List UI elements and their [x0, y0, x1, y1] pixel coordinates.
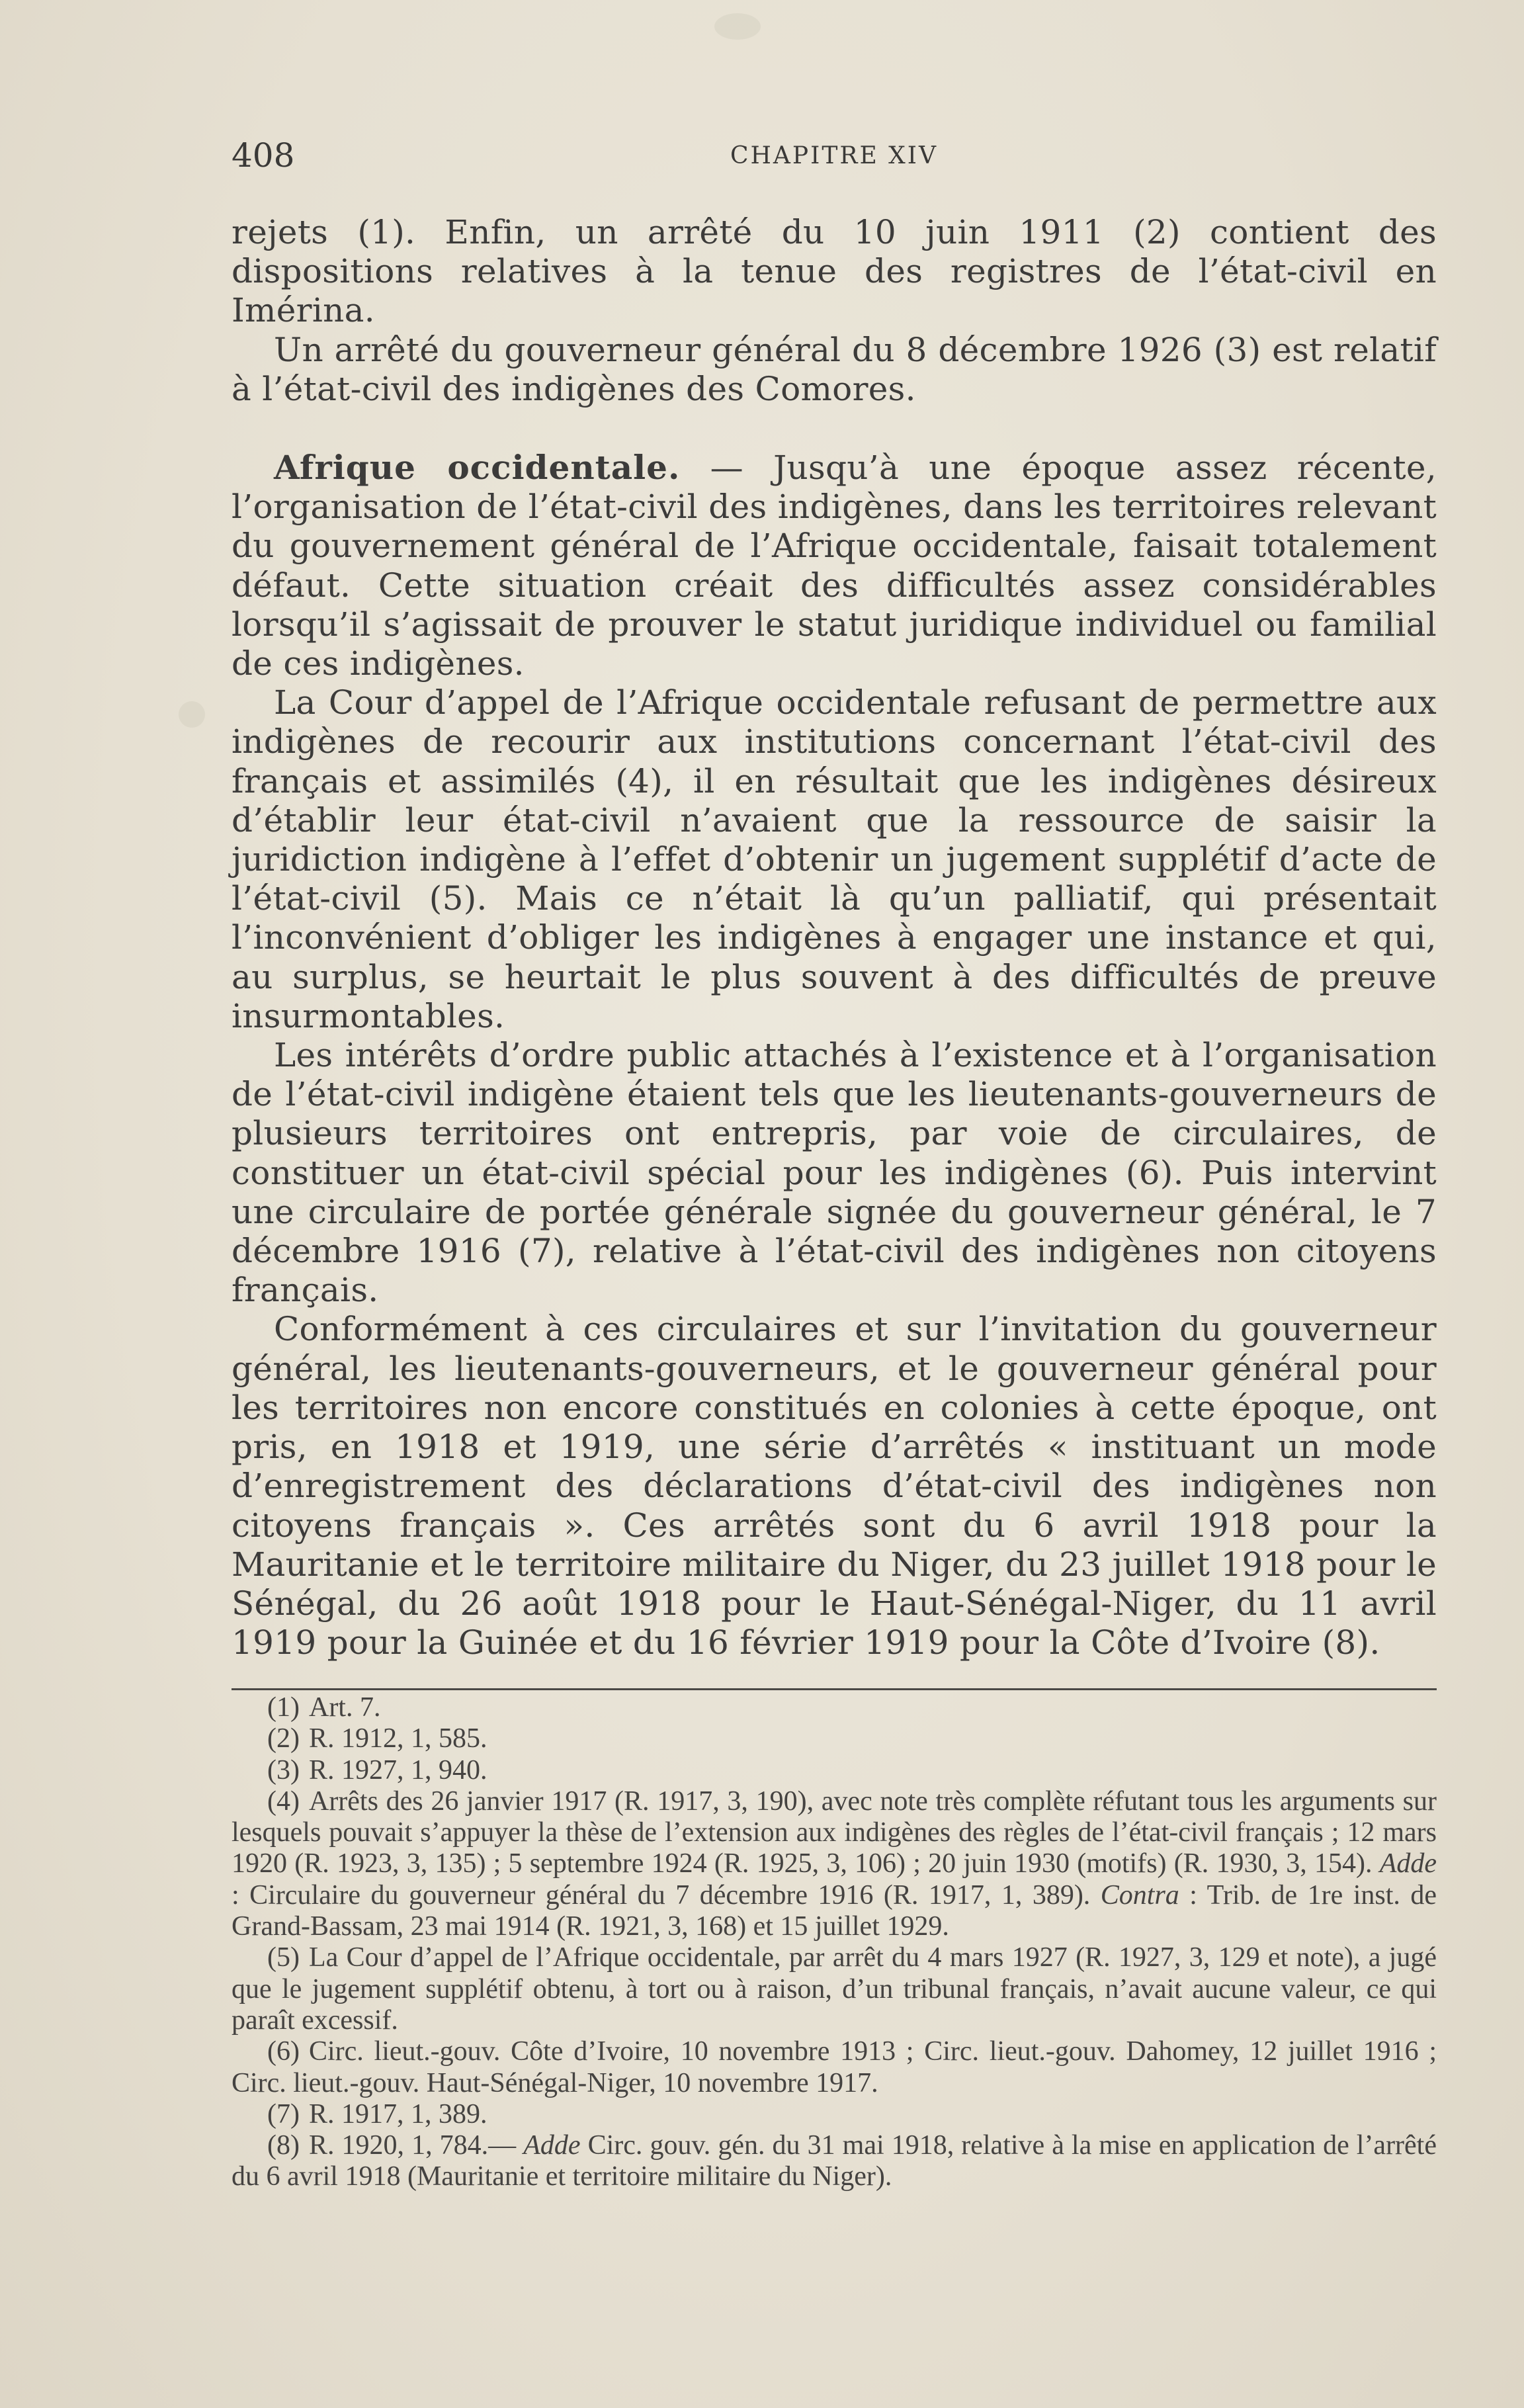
footnote	[232, 1692, 1437, 1723]
footnote-text: Arrêts des 26 janvier 1917 (R. 1917, 3, 190), avec note très complète réfutant tous les arguments sur lesquels pouvait s’appuyer la thèse de l’extension aux indigènes des règles de l’état-civil français ; 12 mars 1920 (R. 1923, 3, 135) ; 5 septembre 1924 (R. 1925, 3, 106) ; 20 juin 1930 (motifs) (R. 1930, 3, 154).	[232, 1785, 1437, 1879]
footnote-text: Circ. lieut.-gouv. Côte d’Ivoire, 10 novembre 1913 ; Circ. lieut.-gouv. Dahomey, 12 juillet 1916 ; Circ. lieut.-gouv. Haut-Sénégal-Niger, 10 novembre 1917.	[232, 2036, 1437, 2098]
footnote-number: (2)	[267, 1723, 300, 1754]
running-head: CHAPITRE XIV	[730, 142, 939, 169]
section-title: Afrique occidentale.	[274, 448, 681, 488]
footnote-text: La Cour d’appel de l’Afrique occidentale, par arrêt du 4 mars 1927 (R. 1927, 3, 129 et note), a jugé que le jugement supplétif obtenu, à tort ou à raison, d’un tribunal français, n’avait aucune valeur, ce qui paraît excessif.	[232, 1942, 1437, 2036]
main-text	[232, 213, 1437, 1662]
footnote-contra: Contra	[1100, 1879, 1179, 1911]
footnote-number: (6)	[267, 2036, 300, 2067]
page-number: 408	[232, 136, 295, 175]
paragraph: La Cour d’appel de l’Afrique occidentale refusant de permettre aux indigènes de recourir aux institutions concernant l’état-civil des français et assimilés (4), il en résultait que les indigènes désireux d’établir leur état-civil n’avaient que la ressource de saisir la juridiction indigène à l’effet d’obtenir un jugement supplétif d’acte de l’état-civil (5). Mais ce n’était là qu’un palliatif, qui présentait l’inconvénient d’obliger les indigènes à engager une instance et qui, au surplus, se heurtait le plus souvent à des difficultés de preuve insurmontables.	[232, 683, 1437, 1035]
paragraph: Conformément à ces circulaires et sur l’invitation du gouverneur général, les lieutenants-gouverneurs, et le gouverneur général pour les territoires non encore constitués en colonies à cette époque, ont pris, en 1918 et 1919, une série d’arrêtés « instituant un mode d’enregistrement des déclarations d’état-civil des indigènes non citoyens français ». Ces arrêtés sont du 6 avril 1918 pour la Mauritanie et le territoire militaire du Niger, du 23 juillet 1918 pour le Sénégal, du 26 août 1918 pour le Haut-Sénégal-Niger, du 11 avril 1919 pour la Guinée et du 16 février 1919 pour la Côte d’Ivoire (8).	[232, 1310, 1437, 1662]
paragraph: rejets (1). Enfin, un arrêté du 10 juin 1911 (2) contient des dispositions relatives à la tenue des registres de l’état-civil en Imérina.	[232, 213, 1437, 330]
footnote-text: Art. 7.	[308, 1692, 381, 1723]
footnote-text: R. 1912, 1, 585.	[308, 1723, 487, 1754]
footnote-text: : Circulaire du gouverneur général du 7 décembre 1916 (R. 1917, 1, 389).	[232, 1879, 1101, 1911]
footnote-number: (3)	[267, 1754, 300, 1785]
paper-stain	[179, 701, 205, 728]
footnote-separator	[232, 1688, 1437, 1690]
footnote-adde: Adde	[523, 2130, 581, 2161]
footnote-text: R. 1920, 1, 784.—	[308, 2130, 524, 2161]
footnote-number: (7)	[267, 2098, 300, 2129]
footnote-number: (1)	[267, 1692, 300, 1723]
paragraph-text: — Jusqu’à une époque assez récente, l’organisation de l’état-civil des indigènes, dans les territoires relevant du gouvernement général de l’Afrique occidentale, faisait totalement défaut. Cette situation créait des difficultés assez considérables lorsqu’il s’agissait de prouver le statut juridique individuel ou familial de ces indigènes.	[232, 449, 1437, 683]
footnote-text: Circ. gouv. gén. du 31 mai 1918, relative à la mise en application de l’arrêté du 6 avril 1918 (Mauritanie et territoire militaire du Niger).	[232, 2130, 1437, 2192]
footnotes	[232, 1692, 1437, 2193]
footnote-number: (8)	[267, 2130, 300, 2161]
footnote-number: (4)	[267, 1785, 300, 1817]
paragraph	[232, 448, 1437, 683]
footnote-text: R. 1917, 1, 389.	[308, 2098, 487, 2129]
footnote	[232, 1942, 1437, 2036]
paper-stain	[714, 13, 761, 40]
paragraph: Un arrêté du gouverneur général du 8 décembre 1926 (3) est relatif à l’état-civil des indigènes des Comores.	[232, 330, 1437, 408]
footnote-adde: Adde	[1379, 1848, 1437, 1879]
footnote-number: (5)	[267, 1942, 300, 1973]
paragraph: Les intérêts d’ordre public attachés à l’existence et à l’organisation de l’état-civil indigène étaient tels que les lieutenants-gouverneurs de plusieurs territoires ont entrepris, par voie de circulaires, de constituer un état-civil spécial pour les indigènes (6). Puis intervint une circulaire de portée générale signée du gouverneur général, le 7 décembre 1916 (7), relative à l’état-civil des indigènes non citoyens français.	[232, 1036, 1437, 1310]
footnote	[232, 2036, 1437, 2099]
footnote	[232, 1723, 1437, 1754]
page-header	[232, 136, 1437, 175]
footnote	[232, 2130, 1437, 2193]
footnote	[232, 1786, 1437, 1942]
footnote	[232, 1755, 1437, 1786]
footnote	[232, 2099, 1437, 2130]
footnote-text: : Trib. de 1re inst. de Grand-Bassam, 23 mai 1914 (R. 1921, 3, 168) et 15 juillet 1929.	[232, 1879, 1437, 1942]
footnote-text: R. 1927, 1, 940.	[308, 1754, 487, 1785]
